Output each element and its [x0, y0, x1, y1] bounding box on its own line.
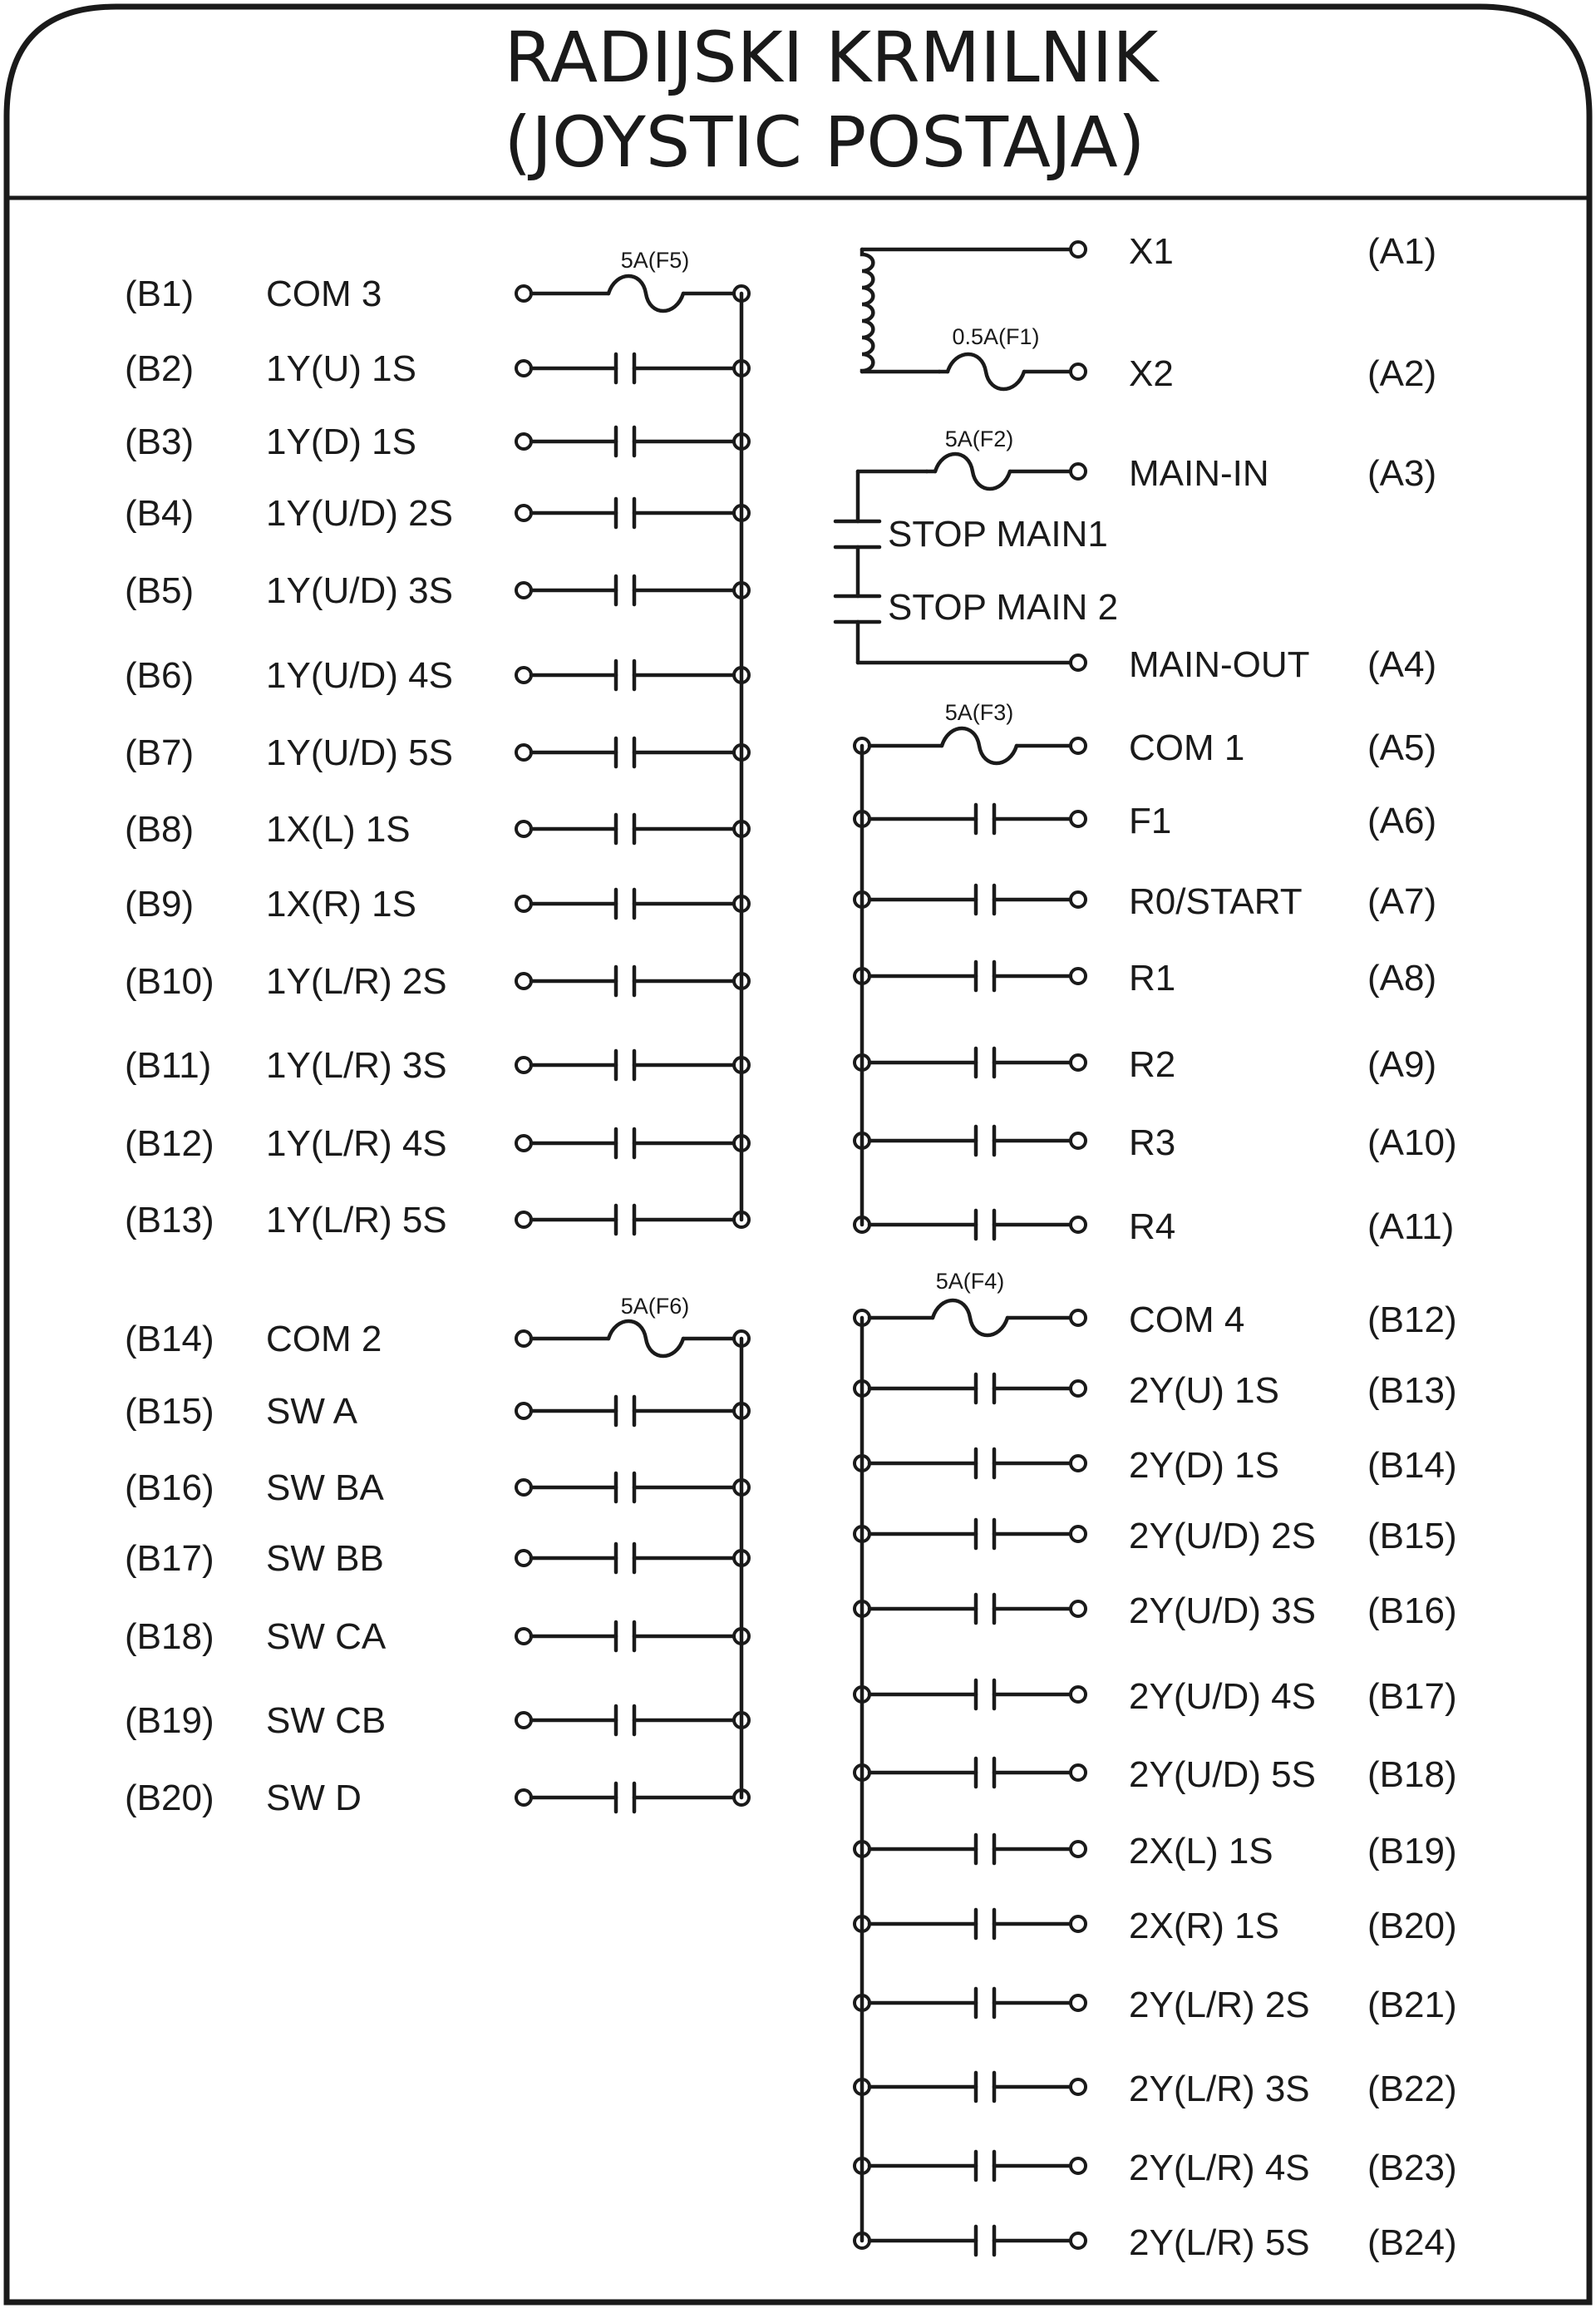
row-code: (B24) — [1367, 2222, 1457, 2263]
row-label: COM 3 — [266, 274, 382, 314]
input-terminal — [516, 1551, 531, 1566]
output-terminal — [1071, 1456, 1086, 1471]
row-label: 2Y(U/D) 2S — [1129, 1516, 1316, 1556]
row-code: (A10) — [1367, 1122, 1457, 1163]
row-code: (A6) — [1367, 801, 1437, 841]
terminal — [1071, 655, 1086, 670]
input-terminal — [516, 896, 531, 911]
stop-label: STOP MAIN 2 — [888, 587, 1119, 628]
title-line-2: (JOYSTIC POSTAJA) — [504, 101, 1145, 183]
fuse-label: 5A(F3) — [944, 700, 1014, 725]
row-label: 1Y(D) 1S — [266, 422, 416, 462]
title-line-1: RADIJSKI KRMILNIK — [504, 17, 1159, 98]
input-terminal — [516, 1480, 531, 1495]
row-label: 2X(R) 1S — [1129, 1906, 1279, 1946]
input-terminal — [516, 506, 531, 520]
fuse-symbol — [948, 354, 1024, 389]
row-code: (A4) — [1367, 644, 1437, 685]
row-code: (B14) — [1367, 1445, 1457, 1486]
input-terminal — [516, 1331, 531, 1346]
row-code: (B7) — [125, 732, 195, 773]
output-terminal — [1071, 1687, 1086, 1702]
row-label: SW BA — [266, 1467, 384, 1508]
row-label: R4 — [1129, 1206, 1176, 1247]
row-code: (A1) — [1367, 231, 1437, 272]
input-terminal — [516, 583, 531, 598]
row-label: 1Y(U/D) 4S — [266, 655, 453, 696]
row-code: (B11) — [125, 1045, 212, 1086]
output-terminal — [1071, 1601, 1086, 1616]
output-terminal — [1071, 969, 1086, 984]
row-code: (B6) — [125, 655, 195, 696]
row-label: SW D — [266, 1778, 362, 1818]
output-terminal — [1071, 738, 1086, 753]
fuse-symbol — [935, 454, 1010, 489]
output-terminal — [1071, 2233, 1086, 2248]
row-code: (B22) — [1367, 2069, 1457, 2109]
row-label: SW CB — [266, 1700, 387, 1741]
row-code: (B4) — [125, 493, 195, 534]
row-label: R3 — [1129, 1122, 1176, 1163]
row-label: SW BB — [266, 1538, 384, 1579]
row-code: (A11) — [1367, 1206, 1455, 1247]
output-terminal — [1071, 2079, 1086, 2094]
fuse-label: 5A(F5) — [620, 248, 690, 273]
row-code: (B19) — [125, 1700, 214, 1741]
row-label: 1Y(L/R) 3S — [266, 1045, 447, 1086]
row-label: 2Y(L/R) 5S — [1129, 2222, 1310, 2263]
row-label: X2 — [1129, 353, 1174, 394]
row-label: 1X(L) 1S — [266, 809, 411, 850]
output-terminal — [1071, 1310, 1086, 1325]
input-terminal — [516, 745, 531, 760]
input-terminal — [516, 1713, 531, 1728]
fuse-symbol — [608, 1321, 683, 1356]
input-terminal — [516, 286, 531, 301]
input-terminal — [516, 1058, 531, 1073]
input-terminal — [516, 821, 531, 836]
output-terminal — [1071, 1381, 1086, 1396]
row-code: (B16) — [125, 1467, 214, 1508]
row-code: (B19) — [1367, 1831, 1457, 1872]
row-label: R0/START — [1129, 881, 1303, 922]
row-code: (A7) — [1367, 881, 1437, 922]
row-label: 1Y(L/R) 2S — [266, 961, 447, 1002]
row-label: 1Y(U/D) 2S — [266, 493, 453, 534]
output-terminal — [1071, 1133, 1086, 1148]
row-code: (B18) — [1367, 1754, 1457, 1795]
row-label: 2Y(L/R) 4S — [1129, 2148, 1310, 2188]
row-code: (A9) — [1367, 1044, 1437, 1085]
output-terminal — [1071, 892, 1086, 907]
input-terminal — [516, 668, 531, 683]
row-label: R1 — [1129, 958, 1176, 999]
fuse-symbol — [608, 276, 683, 311]
row-label: R2 — [1129, 1044, 1176, 1085]
transformer-coil — [862, 249, 873, 372]
row-label: 1Y(U/D) 3S — [266, 570, 453, 611]
output-terminal — [1071, 1916, 1086, 1931]
row-code: (B14) — [125, 1319, 214, 1359]
row-code: (B17) — [125, 1538, 214, 1579]
row-code: (B10) — [125, 961, 214, 1002]
row-code: (B13) — [125, 1200, 214, 1240]
row-code: (B8) — [125, 809, 195, 850]
row-code: (A5) — [1367, 727, 1437, 768]
row-label: MAIN-IN — [1129, 453, 1269, 494]
input-terminal — [516, 434, 531, 449]
outer-frame — [7, 7, 1589, 2302]
row-label: 2Y(U) 1S — [1129, 1370, 1279, 1411]
row-code: (B20) — [125, 1778, 214, 1818]
row-label: 1Y(L/R) 4S — [266, 1123, 447, 1164]
row-code: (B16) — [1367, 1590, 1457, 1631]
output-terminal — [1071, 1995, 1086, 2010]
terminal — [1071, 242, 1086, 257]
row-label: X1 — [1129, 231, 1174, 272]
row-label: 2Y(U/D) 5S — [1129, 1754, 1316, 1795]
output-terminal — [1071, 1526, 1086, 1541]
stop-label: STOP MAIN1 — [888, 514, 1108, 555]
output-terminal — [1071, 1765, 1086, 1780]
input-terminal — [516, 1403, 531, 1418]
row-code: (B3) — [125, 422, 195, 462]
row-code: (B20) — [1367, 1906, 1457, 1946]
row-label: 2Y(D) 1S — [1129, 1445, 1279, 1486]
row-label: 1Y(U/D) 5S — [266, 732, 453, 773]
row-code: (B2) — [125, 348, 195, 389]
row-label: 1Y(L/R) 5S — [266, 1200, 447, 1240]
row-label: 2Y(L/R) 3S — [1129, 2069, 1310, 2109]
input-terminal — [516, 1790, 531, 1805]
input-terminal — [516, 1212, 531, 1227]
row-code: (B13) — [1367, 1370, 1457, 1411]
row-label: 2Y(L/R) 2S — [1129, 1985, 1310, 2025]
row-label: COM 4 — [1129, 1300, 1245, 1340]
terminal — [1071, 364, 1086, 379]
fuse-symbol — [933, 1300, 1007, 1335]
row-code: (B9) — [125, 884, 195, 925]
row-code: (A3) — [1367, 453, 1437, 494]
input-terminal — [516, 361, 531, 376]
input-terminal — [516, 974, 531, 989]
output-terminal — [1071, 1055, 1086, 1070]
row-code: (B5) — [125, 570, 195, 611]
input-terminal — [516, 1136, 531, 1151]
output-terminal — [1071, 2158, 1086, 2173]
output-terminal — [1071, 1217, 1086, 1232]
row-code: (B17) — [1367, 1676, 1457, 1717]
fuse-label: 5A(F4) — [935, 1269, 1005, 1294]
output-terminal — [1071, 811, 1086, 826]
row-code: (A8) — [1367, 958, 1437, 999]
row-code: (B21) — [1367, 1985, 1457, 2025]
row-label: COM 1 — [1129, 727, 1245, 768]
row-label: COM 2 — [266, 1319, 382, 1359]
input-terminal — [516, 1629, 531, 1644]
terminal — [1071, 464, 1086, 479]
row-code: (A2) — [1367, 353, 1437, 394]
row-code: (B12) — [1367, 1300, 1457, 1340]
fuse-symbol — [942, 728, 1017, 763]
row-label: SW CA — [266, 1616, 387, 1657]
row-code: (B15) — [125, 1391, 214, 1432]
row-code: (B12) — [125, 1123, 214, 1164]
fuse-label: 5A(F2) — [944, 427, 1014, 451]
row-label: 1X(R) 1S — [266, 884, 416, 925]
fuse-label: 5A(F6) — [620, 1294, 690, 1319]
row-label: 2Y(U/D) 4S — [1129, 1676, 1316, 1717]
fuse-label: 0.5A(F1) — [952, 324, 1040, 349]
row-code: (B15) — [1367, 1516, 1457, 1556]
row-code: (B23) — [1367, 2148, 1457, 2188]
row-code: (B18) — [125, 1616, 214, 1657]
row-label: 2Y(U/D) 3S — [1129, 1590, 1316, 1631]
row-label: 1Y(U) 1S — [266, 348, 416, 389]
row-code: (B1) — [125, 274, 195, 314]
row-label: 2X(L) 1S — [1129, 1831, 1273, 1872]
output-terminal — [1071, 1842, 1086, 1857]
row-label: SW A — [266, 1391, 358, 1432]
row-label: F1 — [1129, 801, 1172, 841]
row-label: MAIN-OUT — [1129, 644, 1310, 685]
